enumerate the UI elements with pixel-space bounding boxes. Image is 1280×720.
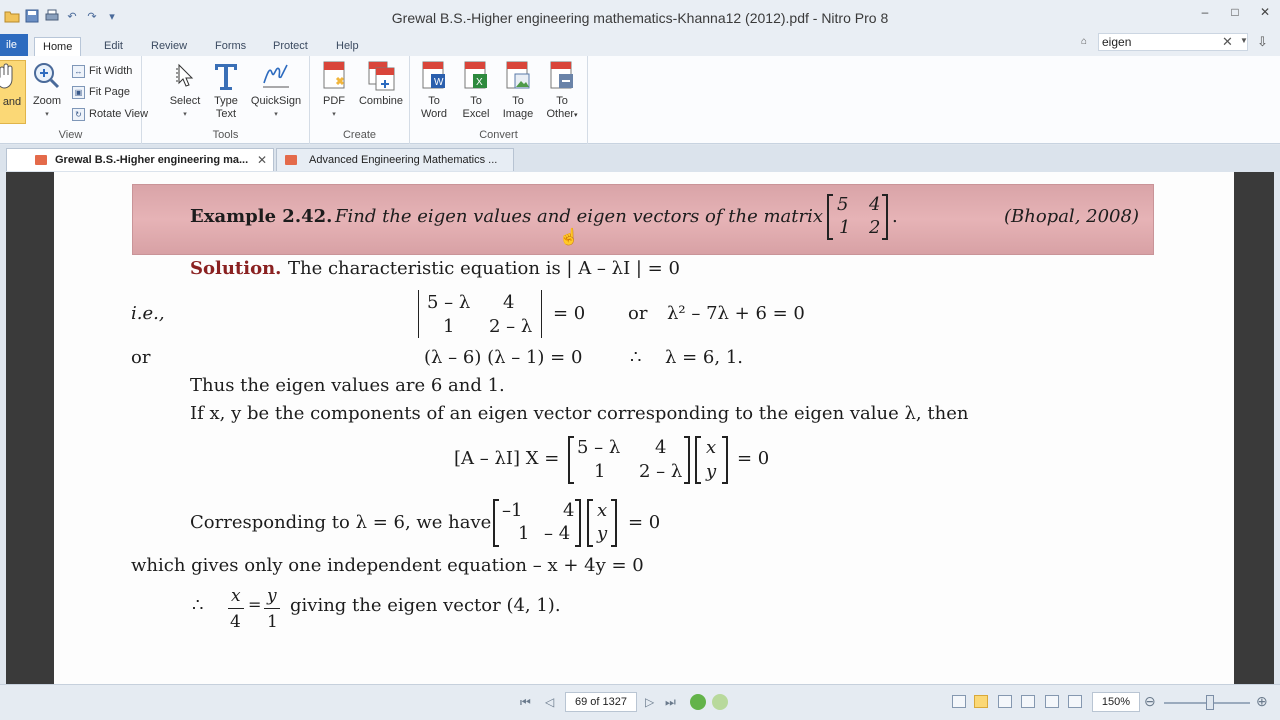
to-excel-button[interactable]: X To Excel: [456, 60, 496, 121]
ie-label: i.e.,: [131, 303, 165, 324]
fraction-numerator: x: [231, 586, 241, 606]
zoom-in-icon[interactable]: ⊕: [1256, 693, 1268, 709]
tab-review[interactable]: Review: [151, 40, 188, 52]
status-bar: [0, 684, 1280, 720]
to-other-button[interactable]: To Other▾: [540, 60, 584, 122]
rotate-view-button[interactable]: ↻ Rotate View: [72, 105, 148, 123]
tools-group-label: Tools: [212, 129, 239, 141]
vector-cell: y: [706, 461, 717, 482]
zoom-slider-thumb[interactable]: [1206, 695, 1214, 710]
tab-protect[interactable]: Protect: [273, 40, 308, 52]
quicksign-button[interactable]: QuickSign ▾: [250, 60, 302, 121]
minimize-button[interactable]: –: [1201, 5, 1209, 19]
combine-icon: [365, 60, 397, 92]
create-group: [310, 56, 410, 144]
window-title: Grewal B.S.-Higher engineering mathematics-Khanna12 (2012).pdf - Nitro Pro 8: [391, 10, 889, 26]
pdf-page: [54, 172, 1234, 684]
view-group: [0, 56, 149, 144]
facing-view-icon[interactable]: [998, 695, 1012, 708]
to-image-button[interactable]: To Image: [498, 60, 538, 121]
ribbon-tabs: [0, 34, 1280, 56]
view-group-label: View: [58, 129, 83, 141]
other-doc-icon: [546, 60, 578, 92]
tab-forms[interactable]: Forms: [215, 40, 247, 52]
matrix-cell: 1: [839, 217, 851, 238]
matrix-cell: – 4: [544, 523, 571, 544]
rotate-icon: ↻: [72, 108, 85, 121]
svg-text:X: X: [476, 77, 483, 88]
create-group-label: Create: [342, 129, 377, 141]
vector-bracket-left: [695, 436, 701, 484]
matrix-cell: 2: [869, 217, 881, 238]
matrix-cell: 4: [563, 500, 575, 521]
matrix-cell: 5 – λ: [577, 437, 621, 458]
search-go-icon[interactable]: ⇩: [1257, 34, 1268, 49]
doc-tab-label: Grewal B.S.-Higher engineering ma...: [55, 154, 249, 166]
zoom-button[interactable]: Zoom ▾: [27, 60, 67, 121]
pdf-button[interactable]: PDF ▾: [314, 60, 354, 121]
matrix-cell: 2 – λ: [639, 461, 683, 482]
vector-cell: y: [597, 523, 608, 544]
fraction-bar: [228, 608, 244, 609]
convert-group-label: Convert: [479, 129, 518, 141]
fit-width-icon: ↔: [72, 65, 85, 78]
det-cell: 2 – λ: [489, 316, 533, 337]
fit-page-button[interactable]: ▣ Fit Page: [72, 83, 130, 101]
det-cell: 1: [443, 316, 455, 337]
word-doc-icon: [418, 60, 450, 92]
tab-edit[interactable]: Edit: [104, 40, 123, 52]
last-page-icon[interactable]: ⏭: [665, 695, 676, 709]
if-line: If x, y be the components of an eigen vector corresponding to the eigen value λ, then: [190, 403, 969, 424]
close-tab-icon[interactable]: ✕: [256, 153, 267, 167]
fraction-numerator: y: [267, 586, 277, 606]
pdf-file-icon: [35, 155, 47, 165]
matrix-cell: 4: [869, 194, 881, 215]
fraction-bar: [264, 608, 280, 609]
matrix-cell: –1: [502, 500, 523, 521]
fit-width-button[interactable]: ↔ Fit Width: [72, 62, 132, 80]
hand-icon: [0, 61, 22, 93]
split-view-icon[interactable]: [1045, 695, 1059, 708]
vector-bracket-left: [587, 499, 593, 547]
svg-text:W: W: [434, 77, 444, 88]
example-source: (Bhopal, 2008): [1004, 206, 1139, 227]
continuous-view-icon[interactable]: [974, 695, 988, 708]
search-options-icon[interactable]: ▼: [1240, 36, 1248, 45]
matrix-cell: 1: [594, 461, 606, 482]
create-pdf-icon: [318, 60, 350, 92]
maximize-button[interactable]: □: [1231, 5, 1239, 19]
back-view-icon[interactable]: [690, 694, 706, 710]
matrix-bracket-right: [684, 436, 690, 484]
search-input[interactable]: eigen: [1098, 33, 1248, 51]
select-cursor-icon: [169, 60, 201, 92]
thus-line: Thus the eigen values are 6 and 1.: [190, 375, 505, 396]
factored-eq: (λ – 6) (λ – 1) = 0: [424, 347, 583, 368]
eigen-vector-text: giving the eigen vector (4, 1).: [290, 595, 561, 616]
image-doc-icon: [502, 60, 534, 92]
matrix-bracket-right: [882, 194, 888, 240]
therefore-symbol: ∴: [630, 347, 642, 368]
det-bar-left: [418, 290, 419, 338]
matrix-eq-lhs: [A – λI] X =: [454, 448, 560, 469]
matrix-bracket-left: [568, 436, 574, 484]
combine-button[interactable]: Combine: [356, 60, 406, 108]
single-page-view-icon[interactable]: [952, 695, 966, 708]
full-screen-view-icon[interactable]: [1068, 695, 1082, 708]
det-equals: = 0: [553, 303, 586, 324]
matrix-cell: 1: [518, 523, 530, 544]
or-label: or: [628, 303, 648, 324]
zoom-icon: [31, 60, 63, 92]
vector-cell: x: [706, 437, 717, 458]
type-text-button[interactable]: Type Text: [206, 60, 246, 121]
pdf-file-icon: [285, 155, 297, 165]
doc-tab-label: Advanced Engineering Mathematics ...: [309, 154, 498, 166]
facing-continuous-view-icon[interactable]: [1021, 695, 1035, 708]
quicksign-icon: [260, 60, 292, 92]
undo-icon[interactable]: ↶: [67, 10, 77, 23]
close-button[interactable]: ✕: [1259, 5, 1271, 19]
zoom-level-input[interactable]: 150%: [1092, 692, 1140, 712]
therefore-symbol: ∴: [192, 595, 204, 616]
det-bar-right: [541, 290, 542, 338]
select-button[interactable]: Select ▾: [165, 60, 205, 121]
document-tabs: [0, 145, 1280, 172]
equals-zero: = 0: [628, 512, 661, 533]
matrix-bracket-right: [575, 499, 581, 547]
forward-view-icon[interactable]: [712, 694, 728, 710]
hand-tool-button[interactable]: and: [0, 60, 26, 124]
first-page-icon[interactable]: ⏮: [520, 695, 531, 709]
excel-doc-icon: [460, 60, 492, 92]
page-number-input[interactable]: 69 of 1327: [565, 692, 637, 712]
customize-qat-icon[interactable]: ▾: [109, 10, 115, 23]
convert-group: [410, 56, 588, 144]
or-label: or: [131, 347, 151, 368]
title-bar: [0, 0, 1280, 34]
det-cell: 4: [503, 292, 515, 313]
hand-cursor-icon: ☝: [559, 227, 579, 246]
example-number: Example 2.42.: [190, 206, 333, 227]
doc-tab-advanced[interactable]: [276, 148, 514, 171]
type-text-icon: [210, 60, 242, 92]
ribbon: [0, 56, 1280, 144]
lambda-values: λ = 6, 1.: [665, 347, 744, 368]
vector-bracket-right: [722, 436, 728, 484]
tab-help[interactable]: Help: [336, 40, 359, 52]
fraction-denominator: 1: [267, 612, 278, 632]
collapse-ribbon-icon[interactable]: ⌂: [1081, 36, 1088, 47]
tools-group: [142, 56, 310, 144]
matrix-bracket-left: [493, 499, 499, 547]
next-page-icon[interactable]: ▷: [645, 695, 655, 709]
tab-home[interactable]: Home: [34, 37, 81, 56]
example-text: Find the eigen values and eigen vectors of the matrix: [335, 206, 824, 227]
to-word-button[interactable]: W To Word: [414, 60, 454, 121]
zoom-out-icon[interactable]: ⊖: [1144, 693, 1156, 709]
previous-page-icon[interactable]: ◁: [545, 695, 555, 709]
char-poly: λ² – 7λ + 6 = 0: [667, 303, 805, 324]
example-period: .: [892, 206, 898, 227]
document-viewport[interactable]: [6, 172, 1274, 684]
fit-page-icon: ▣: [72, 86, 85, 99]
vector-bracket-right: [611, 499, 617, 547]
clear-search-icon[interactable]: ✕: [1222, 34, 1233, 49]
matrix-bracket-left: [827, 194, 833, 240]
corresponding-text: Corresponding to λ = 6, we have: [190, 512, 492, 533]
gives-line: which gives only one independent equation – x + 4y = 0: [131, 555, 644, 576]
doc-tab-grewal[interactable]: [6, 148, 274, 171]
vector-cell: x: [597, 500, 608, 521]
equals-zero: = 0: [737, 448, 770, 469]
matrix-cell: 4: [655, 437, 667, 458]
tab-file[interactable]: ile: [0, 34, 28, 56]
solution-text: The characteristic equation is | A – λI | = 0: [288, 258, 680, 279]
equals-sign: =: [248, 595, 262, 614]
solution-label: Solution.: [190, 258, 282, 279]
redo-icon[interactable]: ↷: [87, 10, 97, 23]
det-cell: 5 – λ: [427, 292, 471, 313]
window-controls: [1190, 0, 1280, 24]
fraction-denominator: 4: [230, 612, 241, 632]
matrix-cell: 5: [837, 194, 849, 215]
